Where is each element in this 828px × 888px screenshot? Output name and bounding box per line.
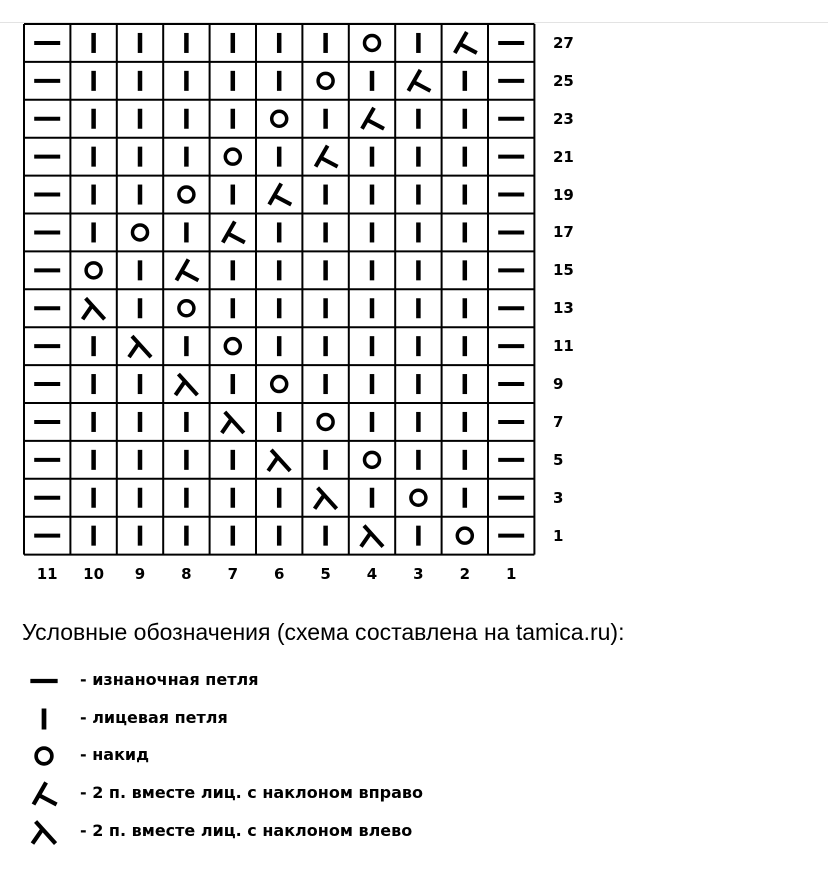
yarn-over-icon xyxy=(411,490,426,505)
legend-symbol xyxy=(22,741,72,771)
k2tog-left-icon xyxy=(129,336,151,357)
row-number: 15 xyxy=(553,261,574,280)
k2tog-left-icon xyxy=(268,450,290,471)
column-number: 7 xyxy=(227,565,239,583)
k2tog-right-icon xyxy=(408,70,430,91)
column-number: 8 xyxy=(181,565,192,583)
yarn-over-icon xyxy=(318,73,333,88)
k2tog-right-icon xyxy=(176,259,198,280)
row-number: 23 xyxy=(553,109,574,128)
column-number: 4 xyxy=(366,565,378,583)
k2tog-right-icon xyxy=(223,221,245,242)
legend-item xyxy=(0,741,600,771)
yarn-over-icon xyxy=(365,452,380,467)
yarn-over-icon xyxy=(457,528,472,543)
k2tog-right-icon xyxy=(34,782,57,804)
legend-label: - накид xyxy=(80,745,150,764)
column-number: 10 xyxy=(83,565,105,583)
legend-label: - лицевая петля xyxy=(80,708,228,727)
row-number: 25 xyxy=(553,71,574,90)
k2tog-right-icon xyxy=(362,108,384,129)
legend-label: - изнаночная петля xyxy=(80,670,259,689)
legend-item xyxy=(0,704,600,734)
k2tog-left-icon xyxy=(315,488,337,509)
k2tog-left-icon xyxy=(32,822,55,844)
column-number: 5 xyxy=(320,565,331,583)
yarn-over-icon xyxy=(272,377,287,392)
row-number: 7 xyxy=(553,412,564,431)
column-number: 1 xyxy=(505,565,517,583)
yarn-over-icon xyxy=(318,414,333,429)
yarn-over-icon xyxy=(179,301,194,316)
yarn-over-icon xyxy=(272,111,287,126)
row-number: 5 xyxy=(553,450,564,469)
yarn-over-icon xyxy=(225,149,240,164)
k2tog-right-icon xyxy=(316,146,338,167)
column-number: 9 xyxy=(134,565,146,583)
column-number: 3 xyxy=(413,565,424,583)
yarn-over-icon xyxy=(86,263,101,278)
legend-label: - 2 п. вместе лиц. с наклоном вправо xyxy=(80,783,424,802)
legend-item xyxy=(0,666,600,696)
legend-symbol xyxy=(22,666,72,696)
column-number: 2 xyxy=(459,565,471,583)
k2tog-right-icon xyxy=(455,32,477,53)
k2tog-left-icon xyxy=(175,374,197,395)
k2tog-left-icon xyxy=(222,412,244,433)
row-number: 27 xyxy=(553,33,574,52)
row-number: 19 xyxy=(553,185,574,204)
k2tog-left-icon xyxy=(83,298,105,319)
column-number: 6 xyxy=(273,565,285,583)
yarn-over-icon xyxy=(36,748,52,764)
row-number: 11 xyxy=(553,337,574,356)
legend-symbol xyxy=(22,817,72,847)
row-number: 9 xyxy=(553,375,564,394)
row-number: 13 xyxy=(553,299,574,318)
legend-title: Условные обозначения (схема составлена на tamica.ru): xyxy=(22,619,625,645)
k2tog-right-icon xyxy=(269,184,291,205)
legend-item xyxy=(0,779,600,809)
column-number: 11 xyxy=(36,565,58,583)
k2tog-left-icon xyxy=(361,526,383,547)
legend-symbol xyxy=(22,704,72,734)
yarn-over-icon xyxy=(133,225,148,240)
legend-item xyxy=(0,817,600,847)
yarn-over-icon xyxy=(225,339,240,354)
row-number: 1 xyxy=(553,526,564,545)
row-number: 17 xyxy=(553,223,574,242)
legend-symbol xyxy=(22,779,72,809)
yarn-over-icon xyxy=(179,187,194,202)
row-number: 21 xyxy=(553,147,574,166)
row-number: 3 xyxy=(553,488,564,507)
legend-label: - 2 п. вместе лиц. с наклоном влево xyxy=(80,821,413,840)
yarn-over-icon xyxy=(365,35,380,50)
